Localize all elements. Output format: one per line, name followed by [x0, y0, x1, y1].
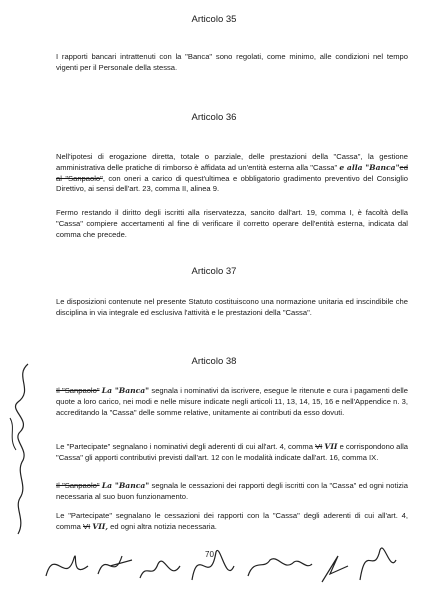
article-36-title: Articolo 36 — [191, 112, 237, 123]
a38-p4-text-1: Le "Partecipate" segnalano le cessazioni dei rapporti con la "Cassa" degli aderenti di cui all'art. 4, comma — [56, 511, 408, 531]
page-number: 70 — [205, 550, 214, 559]
a38-p3-text: segnala le cessazioni dei rapporti degli iscritti con la "Cassa" ed ogni notizia necessaria al suo buon funzionamento. — [56, 481, 408, 501]
a36-p1-text-1: Nell'ipotesi di erogazione diretta, totale o parziale, delle prestazioni della "Cassa", la gestione amministrativa delle pratiche di rimborso è affidata ad un'entità esterna alla "Cassa" — [56, 152, 408, 172]
a38-p2-struck-text: VI — [315, 442, 323, 451]
a38-p1-handwritten-insert: La "Banca" — [101, 386, 150, 395]
article-37-paragraph: Le disposizioni contenute nel presente Statuto costituiscono una normazione unitaria ed inscindibile che disciplina in via integrale ed esclusiva l'attività e le prestazioni della "Cassa". — [56, 297, 408, 317]
article-37-title: Articolo 37 — [191, 266, 237, 277]
a38-p1-struck-text: Il "Sanpaolo" — [56, 386, 100, 395]
article-36-paragraph-1 — [56, 152, 408, 195]
a38-p2-text-1: Le "Partecipate" segnalano i nominativi degli aderenti di cui all'art. 4, comma — [56, 442, 313, 451]
a38-p4-struck-text: VI — [83, 521, 91, 531]
a36-p1-text-2: , con oneri a carico di quest'ultimea e obbligatorio gradimento preventivo del Consiglio Direttivo, ai sensi dell'art. 23, comma II, alinea 9. — [56, 173, 408, 194]
a38-p3-struck-text: Il "Sanpaolo" — [56, 481, 100, 490]
article-35-title: Articolo 35 — [191, 14, 237, 25]
a38-p1-text: segnala i nominativi da iscrivere, esegue le ritenute e cura i pagamenti delle quote a loro carico, nei modi e nelle misure indicate negli articoli 11, 13, 14, 15, 16 e nell'Appendice n. 3, accreditando la "Cassa" delle somme relative, unitamente ai contributi da esso dovuti. — [56, 386, 408, 417]
article-36-paragraph-2: Fermo restando il diritto degli iscritti alla riservatezza, sancito dall'art. 19, comma I, è facoltà della "Cassa" compiere accertamenti al fine di verificare il corretto operare dell'entità esterna, indicata dal comma che precede. — [56, 208, 408, 239]
article-38-paragraph-3 — [56, 481, 408, 503]
article-35-paragraph: I rapporti bancari intrattenuti con la "Banca" sono regolati, come minimo, alle condizioni nel tempo vigenti per il Personale della stessa. — [56, 52, 408, 72]
article-38-title: Articolo 38 — [191, 356, 237, 367]
a38-p2-handwritten-insert: VII — [324, 442, 338, 451]
margin-handwritten-mark — [4, 358, 38, 548]
a36-p1-handwritten-insert: e alla "Banca" — [339, 162, 400, 172]
a38-p3-handwritten-insert: La "Banca" — [101, 481, 150, 490]
article-38-paragraph-1 — [56, 386, 408, 418]
signatures — [40, 536, 400, 592]
article-38-paragraph-4 — [56, 511, 408, 533]
a38-p2-text-2: e corrispondono alla "Cassa" gli apporti contributivi previsti dall'art. 12 con le modalità indicate dall'art. 16, comma IX. — [56, 442, 408, 462]
article-38-paragraph-2 — [56, 442, 408, 464]
a36-p1-struck-text: ed al "Sanpaolo" — [56, 162, 408, 183]
a38-p4-handwritten-insert: VII, — [92, 521, 108, 531]
a38-p4-text-2: ed ogni altra notizia necessaria. — [110, 521, 217, 531]
